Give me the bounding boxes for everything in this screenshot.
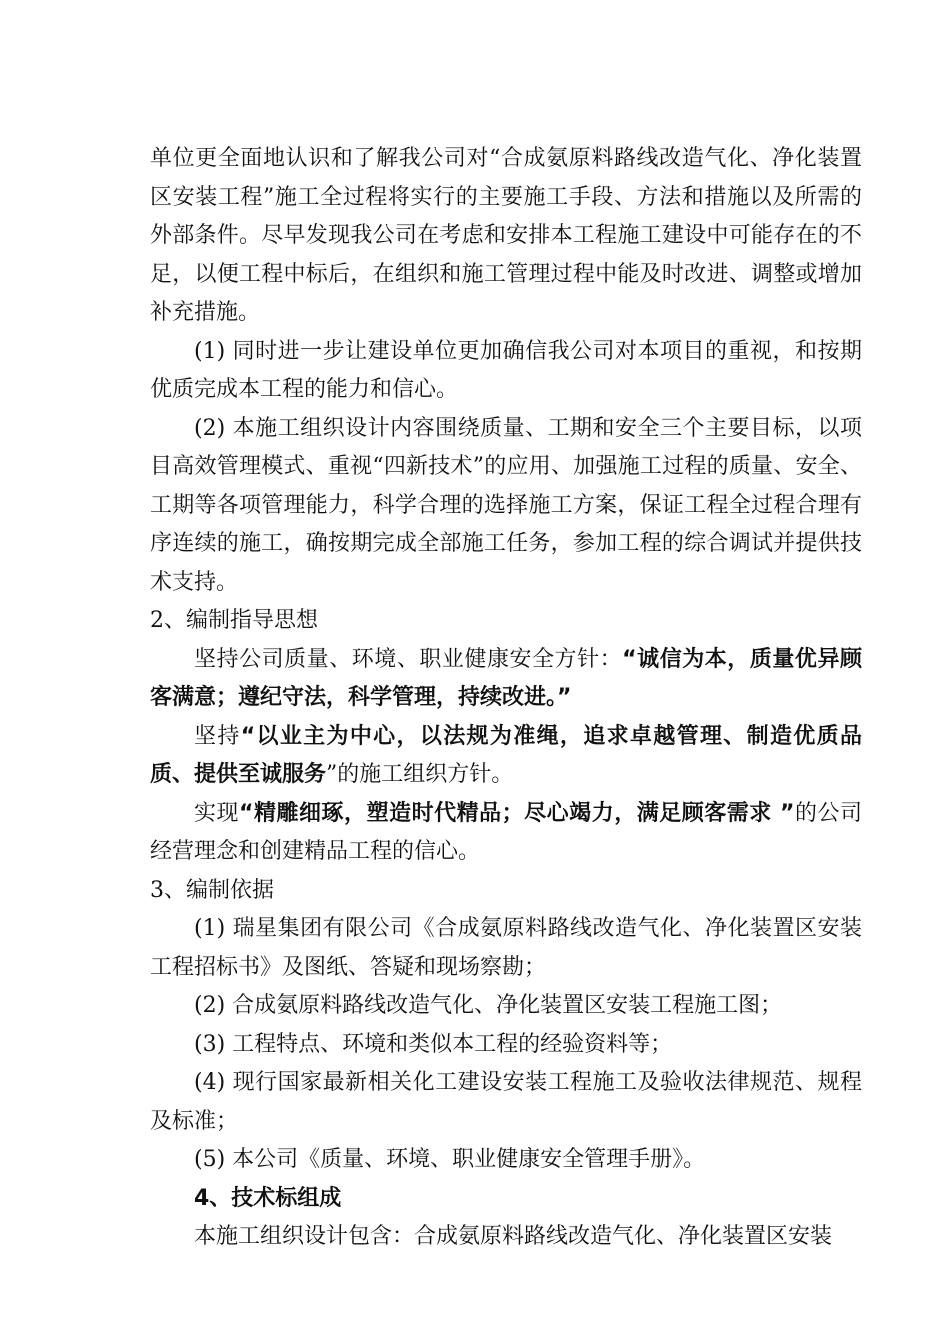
basis-item-5: (5) 本公司《质量、环境、职业健康安全管理手册》。 xyxy=(194,1147,706,1172)
composition-paragraph: 本施工组织设计包含：合成氨原料路线改造气化、净化装置区安装 xyxy=(194,1224,833,1249)
basis-item-2: (2) 合成氨原料路线改造气化、净化装置区安装工程施工图； xyxy=(194,993,783,1018)
basis-item-3: (3) 工程特点、环境和类似本工程的经验资料等； xyxy=(194,1031,673,1057)
section-heading-3: 3、编制依据 xyxy=(150,877,274,903)
principle-bold-text: “以业主为中心，以法规为准绳，追求卓越管理、制造优质品质、提供至诚服务 xyxy=(150,723,862,787)
philosophy-bold-text: “精雕细琢，塑造时代精品；尽心竭力，满足顾客需求 ” xyxy=(239,800,795,826)
policy-paragraph xyxy=(150,641,862,718)
section-heading-4: 4、技术标组成 xyxy=(194,1185,342,1211)
intro-paragraph: 单位更全面地认识和了解我公司对“合成氨原料路线改造气化、净化装置区安装工程”施工全过程将实行的主要施工手段、方法和措施以及所需的外部条件。尽早发现我公司在考虑和安排本工程施工建设中可能存在的不足，以便工程中标后，在组织和施工管理过程中能及时改进、调整或增加补充措施。 xyxy=(150,146,862,325)
principle-lead-text: 坚持 xyxy=(194,723,241,749)
policy-lead-text: 坚持公司质量、环境、职业健康安全方针： xyxy=(194,646,623,672)
basis-item-4: (4) 现行国家最新相关化工建设安装工程施工及验收法律规范、规程及标准； xyxy=(150,1070,862,1134)
document-page xyxy=(150,140,862,1257)
philosophy-lead-text: 实现 xyxy=(194,800,240,826)
philosophy-tail-text: 的公司经营理念和创建精品工程的信心。 xyxy=(150,800,862,864)
item-1-paragraph: (1) 同时进一步让建设单位更加确信我公司对本项目的重视，和按期优质完成本工程的能力和信心。 xyxy=(150,338,862,402)
item-2-paragraph: (2) 本施工组织设计内容围绕质量、工期和安全三个主要目标，以项目高效管理模式、重视“四新技术”的应用、加强施工过程的质量、安全、工期等各项管理能力，科学合理的选择施工方案，保证工程全过程合理有序连续的施工，确按期完成全部施工任务，参加工程的综合调试并提供技术支持。 xyxy=(150,415,862,595)
principle-paragraph xyxy=(150,718,862,795)
basis-item-1: (1) 瑞星集团有限公司《合成氨原料路线改造气化、净化装置区安装工程招标书》及图纸、答疑和现场察勘； xyxy=(150,916,862,980)
philosophy-paragraph xyxy=(150,795,862,872)
policy-bold-text: “诚信为本，质量优异顾客满意；遵纪守法，科学管理，持续改进。” xyxy=(150,646,862,710)
principle-tail-text: ”的施工组织方针。 xyxy=(326,762,514,787)
section-heading-2: 2、编制指导思想 xyxy=(150,608,318,633)
